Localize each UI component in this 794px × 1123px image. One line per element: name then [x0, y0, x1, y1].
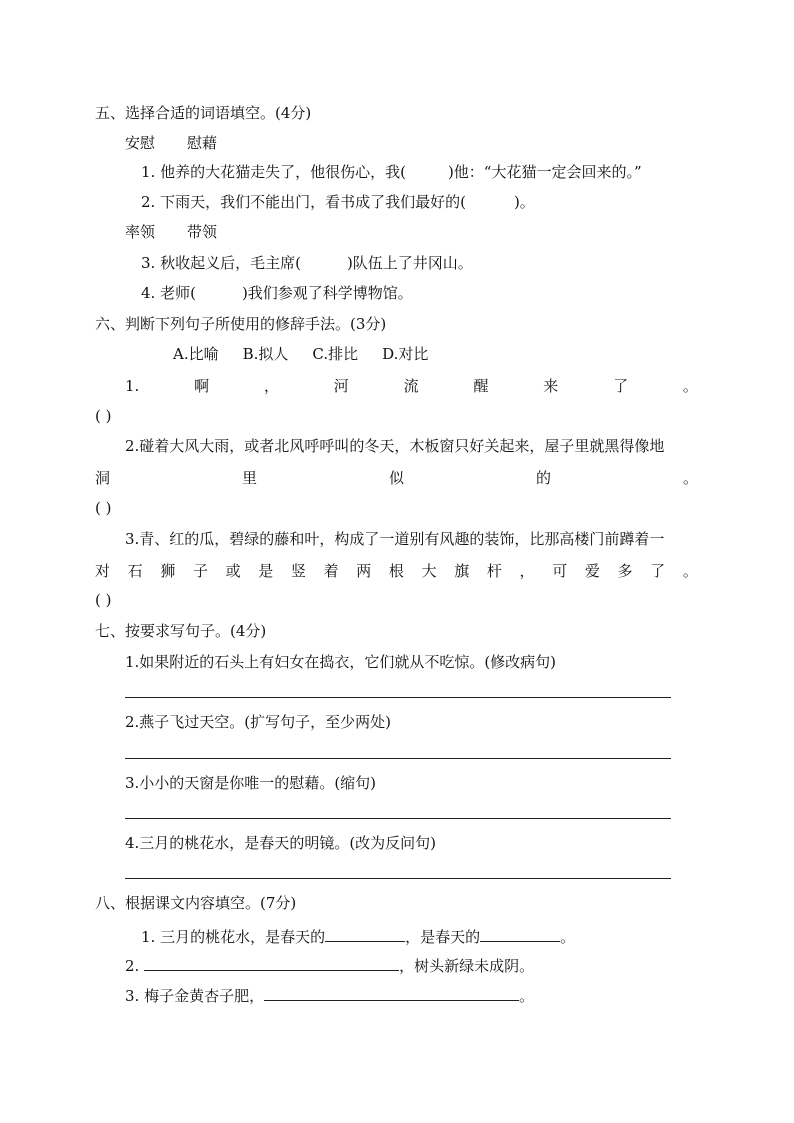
- sentence-6-3-line2: 对 石 狮 子 或 是 竖 着 两 根 大 旗 杆 ， 可 爱 多 了 。: [95, 562, 698, 580]
- question-7-4: 4.三月的桃花水，是春天的明镜。(改为反问句): [125, 834, 437, 852]
- word-choice-group-1: [125, 133, 217, 153]
- answer-paren-6-3: ( ): [95, 591, 112, 609]
- section-8-title: 八、根据课文内容填空。(7分): [95, 894, 297, 912]
- section-7-title: 七、按要求写句子。(4分): [95, 622, 267, 640]
- word-option: 带领: [187, 223, 218, 241]
- question-5-4: 4. 老师( )我们参观了科学博物馆。: [141, 284, 413, 302]
- question-8-1: 1. 三月的桃花水，是春天的 ，是春天的 。: [141, 928, 576, 946]
- word-choice-group-2: [125, 222, 217, 242]
- question-8-2: 2. ，树头新绿未成阴。: [125, 957, 535, 975]
- sentence-6-2-line2: 洞 里 似 的 。: [95, 469, 698, 487]
- sentence-6-1: 1. 啊 ， 河 流 醒 来 了 。: [125, 377, 698, 395]
- word-option: 慰藉: [187, 134, 218, 152]
- word-option: 安慰: [125, 134, 156, 152]
- fill-blank[interactable]: [264, 985, 519, 1001]
- answer-line-7-4[interactable]: [125, 878, 671, 879]
- rhetoric-options: [173, 344, 428, 364]
- word-option: 率领: [125, 223, 156, 241]
- option: C.排比: [312, 345, 359, 363]
- answer-paren-6-1: ( ): [95, 407, 112, 425]
- sentence-6-3-line1: 3.青、红的瓜，碧绿的藤和叶，构成了一道别有风趣的装饰，比那高楼门前蹲着一: [125, 530, 665, 548]
- question-8-3: 3. 梅子金黄杏子肥， 。: [125, 987, 535, 1005]
- option: D.对比: [382, 345, 429, 363]
- question-5-2: 2. 下雨天，我们不能出门，看书成了我们最好的( )。: [141, 193, 535, 211]
- question-5-3: 3. 秋收起义后，毛主席( )队伍上了井冈山。: [141, 254, 473, 272]
- section-5-title: 五、选择合适的词语填空。(4分): [95, 104, 312, 122]
- fill-blank[interactable]: [325, 926, 405, 942]
- question-7-1: 1.如果附近的石头上有妇女在捣衣，它们就从不吃惊。(修改病句): [125, 653, 557, 671]
- answer-paren-6-2: ( ): [95, 499, 112, 517]
- question-7-3: 3.小小的天窗是你唯一的慰藉。(缩句): [125, 774, 377, 792]
- option: A.比喻: [173, 345, 219, 363]
- answer-line-7-3[interactable]: [125, 818, 671, 819]
- answer-line-7-1[interactable]: [125, 697, 671, 698]
- section-6-title: 六、判断下列句子所使用的修辞手法。(3分): [95, 315, 387, 333]
- sentence-6-2-line1: 2.碰着大风大雨，或者北风呼呼叫的冬天，木板窗只好关起来，屋子里就黑得像地: [125, 437, 665, 455]
- answer-line-7-2[interactable]: [125, 758, 671, 759]
- question-7-2: 2.燕子飞过天空。(扩写句子，至少两处): [125, 713, 392, 731]
- fill-blank[interactable]: [480, 926, 560, 942]
- fill-blank[interactable]: [144, 955, 399, 971]
- option: B.拟人: [242, 345, 289, 363]
- question-5-1: 1. 他养的大花猫走失了，他很伤心，我( )他：“大花猫一定会回来的。”: [141, 163, 642, 181]
